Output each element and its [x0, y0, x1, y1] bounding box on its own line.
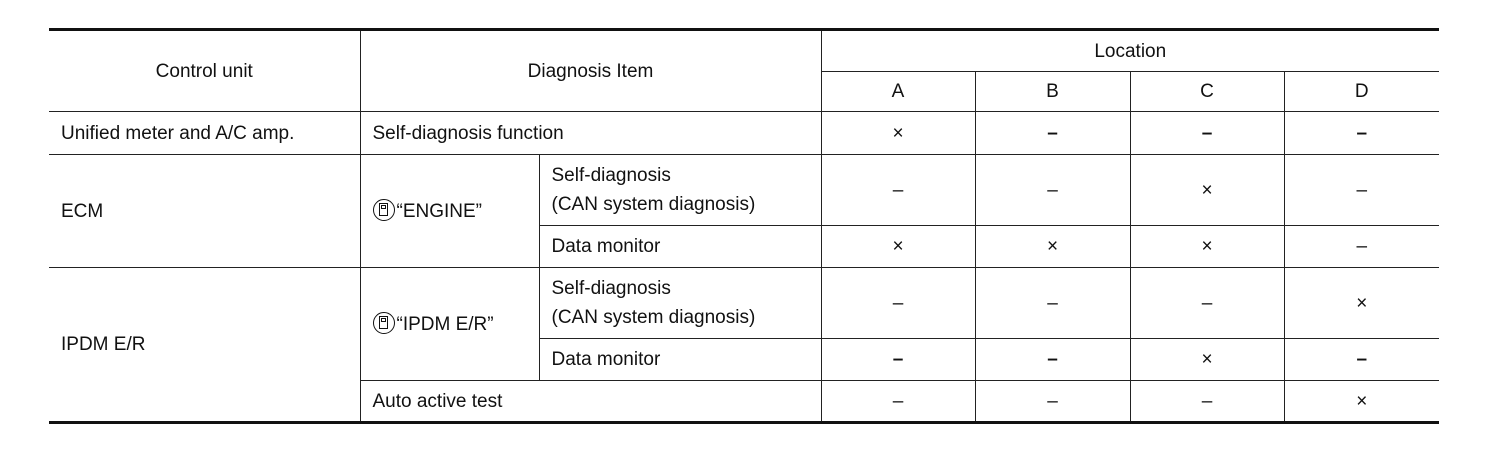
mark-cell [821, 268, 975, 339]
mark: – [1201, 292, 1213, 314]
mark-cell [1130, 381, 1284, 423]
mark-cell [1130, 112, 1284, 155]
mark-cell [821, 226, 975, 268]
mark: × [1356, 390, 1368, 412]
table-row [49, 268, 1439, 339]
mark-cell [975, 381, 1130, 423]
consult-ipdm-item [360, 268, 539, 381]
mark-cell [1284, 381, 1439, 423]
self-diagnosis-label [539, 268, 821, 339]
mark: – [1356, 179, 1368, 201]
header-location-c: C [1130, 72, 1284, 112]
self-diagnosis-text: Self-diagnosis (CAN system diagnosis) [551, 165, 756, 215]
mark-cell [1130, 155, 1284, 226]
consult-tool-icon [373, 312, 395, 334]
self-diagnosis-label [539, 155, 821, 226]
mark: – [1356, 122, 1368, 144]
mark-cell [1284, 155, 1439, 226]
mark: – [1201, 122, 1213, 144]
mark: – [892, 349, 904, 370]
mark: × [892, 236, 904, 257]
mark-cell [975, 339, 1130, 381]
mark-cell [975, 268, 1130, 339]
header-location: Location [821, 30, 1439, 72]
diagnosis-item-self-diagnosis-function: Self-diagnosis function [360, 112, 821, 155]
diagnosis-location-table [49, 28, 1439, 424]
control-unit-ipdm: IPDM E/R [49, 268, 360, 423]
mark-cell [821, 339, 975, 381]
mark-cell [1284, 112, 1439, 155]
mark-cell [975, 226, 1130, 268]
mark-cell [821, 155, 975, 226]
consult-engine-item [360, 155, 539, 268]
mark: – [1047, 179, 1058, 201]
consult-ipdm-label: “IPDM E/R” [396, 313, 494, 335]
mark-cell [1284, 268, 1439, 339]
mark: × [1201, 349, 1213, 370]
header-location-b: B [975, 72, 1130, 112]
control-unit-meter: Unified meter and A/C amp. [49, 112, 360, 155]
data-monitor-label: Data monitor [539, 339, 821, 381]
mark: – [1047, 122, 1058, 144]
table-row [49, 155, 1439, 226]
mark-cell [821, 381, 975, 423]
mark: × [1046, 236, 1059, 257]
mark: × [1201, 236, 1213, 257]
mark: – [1047, 390, 1058, 412]
mark: – [892, 179, 904, 201]
self-diagnosis-text: Self-diagnosis (CAN system diagnosis) [551, 278, 756, 328]
mark: – [1356, 236, 1368, 257]
consult-tool-icon [373, 199, 395, 221]
mark-cell [1130, 339, 1284, 381]
mark: × [892, 122, 904, 144]
control-unit-ecm: ECM [49, 155, 360, 268]
mark: – [1356, 349, 1368, 370]
header-control-unit: Control unit [49, 30, 360, 112]
auto-active-test-label: Auto active test [360, 381, 821, 423]
data-monitor-label: Data monitor [539, 226, 821, 268]
mark: – [1047, 292, 1058, 314]
mark-cell [1130, 226, 1284, 268]
mark-cell [1284, 339, 1439, 381]
table-row [49, 112, 1439, 155]
mark-cell [821, 112, 975, 155]
mark: – [1201, 390, 1213, 412]
consult-engine-label: “ENGINE” [396, 200, 482, 222]
header-diagnosis-item: Diagnosis Item [360, 30, 821, 112]
mark: – [892, 390, 904, 412]
header-location-d: D [1284, 72, 1439, 112]
mark-cell [975, 112, 1130, 155]
mark-cell [1130, 268, 1284, 339]
mark-cell [1284, 226, 1439, 268]
mark-cell [975, 155, 1130, 226]
mark: – [892, 292, 904, 314]
header-location-a: A [821, 72, 975, 112]
mark: × [1356, 292, 1368, 314]
mark: × [1201, 179, 1213, 201]
mark: – [1047, 349, 1058, 370]
